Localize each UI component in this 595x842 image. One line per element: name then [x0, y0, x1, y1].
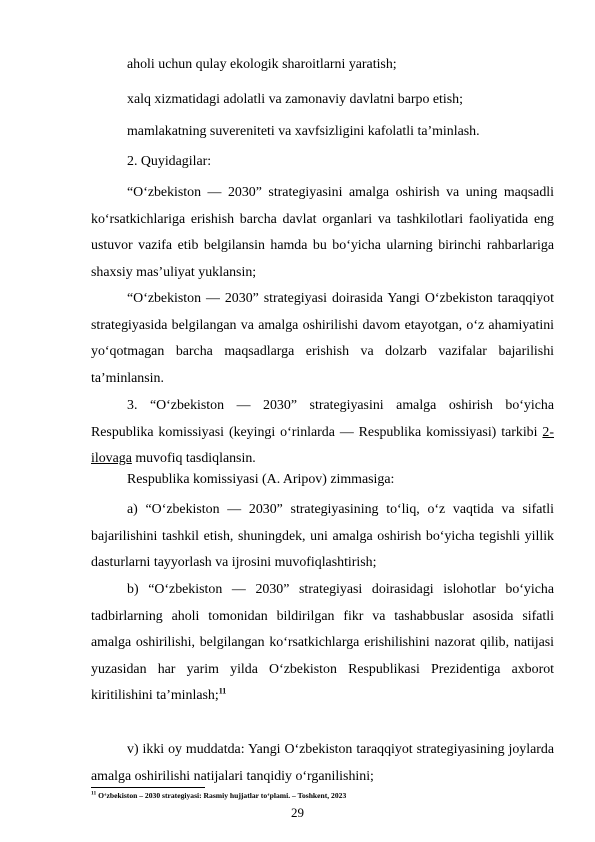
paragraph-sovereignty: mamlakatning suvereniteti va xavfsizligini kafolatli ta’minlash. [127, 124, 480, 139]
paragraph-just-state: xalq xizmatidagi adolatli va zamonaviy davlatni barpo etish; [127, 92, 463, 107]
item-3-text-end: muvofiq tasdiqlansin. [131, 451, 256, 466]
paragraph-strategy-goals: “O‘zbekiston — 2030” strategiyasi doirasida Yangi O‘zbekiston taraqqiyot strategiyasida belgilangan va amalga oshirilishi davom etayotgan, o‘z ahamiyatini yo‘qotmagan barcha maqsadlarga erishish va dolzarb vazifalar bajarilishi ta’minlansin. [91, 291, 554, 386]
paragraph-item-v: v) ikki oy muddatda: Yangi O‘zbekiston taraqqiyot strategiyasining joylarda amalga oshirilishi natijalari tanqidiy o‘rganilishini; [91, 742, 554, 784]
paragraph-item-b [91, 577, 554, 710]
page-number: 29 [291, 805, 304, 820]
paragraph-commission: Respublika komissiyasi (A. Aripov) zimmasiga: [127, 472, 395, 487]
paragraph-strategy-priority: “O‘zbekiston — 2030” strategiyasini amalga oshirish va uning maqsadli ko‘rsatkichlariga erishish barcha davlat organlari va tashkilotlari faoliyatida eng ustuvor vazifa etib belgilansin hamda bu bo‘yicha ularning birinchi rahbarlariga shaxsiy mas’uliyat yuklansin; [91, 185, 554, 280]
footnote-divider [91, 787, 205, 788]
footnote-reference[interactable]: 11 [218, 686, 227, 696]
item-b-text: b) “O‘zbekiston — 2030” strategiyasi doirasidagi islohotlar bo‘yicha tadbirlarning aholi tomonidan bildirilgan fikr va tashabbuslar asosida sifatli amalga oshirilishi, belgilangan ko‘rsatkichlarga erishilishini nazorat qilib, natijasi yuzasidan har yarim yilda O‘zbekiston Respublikasi Prezidentiga axborot kiritilishini ta’minlash; [91, 582, 554, 703]
paragraph-item-3 [91, 393, 554, 473]
footnote-text: O‘zbekiston – 2030 strategiyasi: Rasmiy hujjatlar to‘plami. – Toshkent, 2023 [96, 791, 347, 800]
footnote [91, 791, 346, 801]
paragraph-ecology: aholi uchun qulay ekologik sharoitlarni yaratish; [127, 57, 397, 72]
annex-2-link[interactable]: 2-ilovaga [91, 424, 554, 466]
paragraph-item-2: 2. Quyidagilar: [127, 154, 212, 169]
footnote-number: 11 [91, 790, 97, 797]
paragraph-item-a: a) “O‘zbekiston — 2030” strategiyasining to‘liq, o‘z vaqtida va sifatli bajarilishini tashkil etish, shuningdek, uni amalga oshirish bo‘yicha tegishli yillik dasturlarni tayyorlash va ijrosini muvofiqlashtirish; [91, 502, 554, 570]
item-3-text: 3. “O‘zbekiston — 2030” strategiyasini amalga oshirish bo‘yicha Respublika komissiyasi (keyingi o‘rinlarda — Respublika komissiyasi) tarkibi [91, 398, 554, 440]
